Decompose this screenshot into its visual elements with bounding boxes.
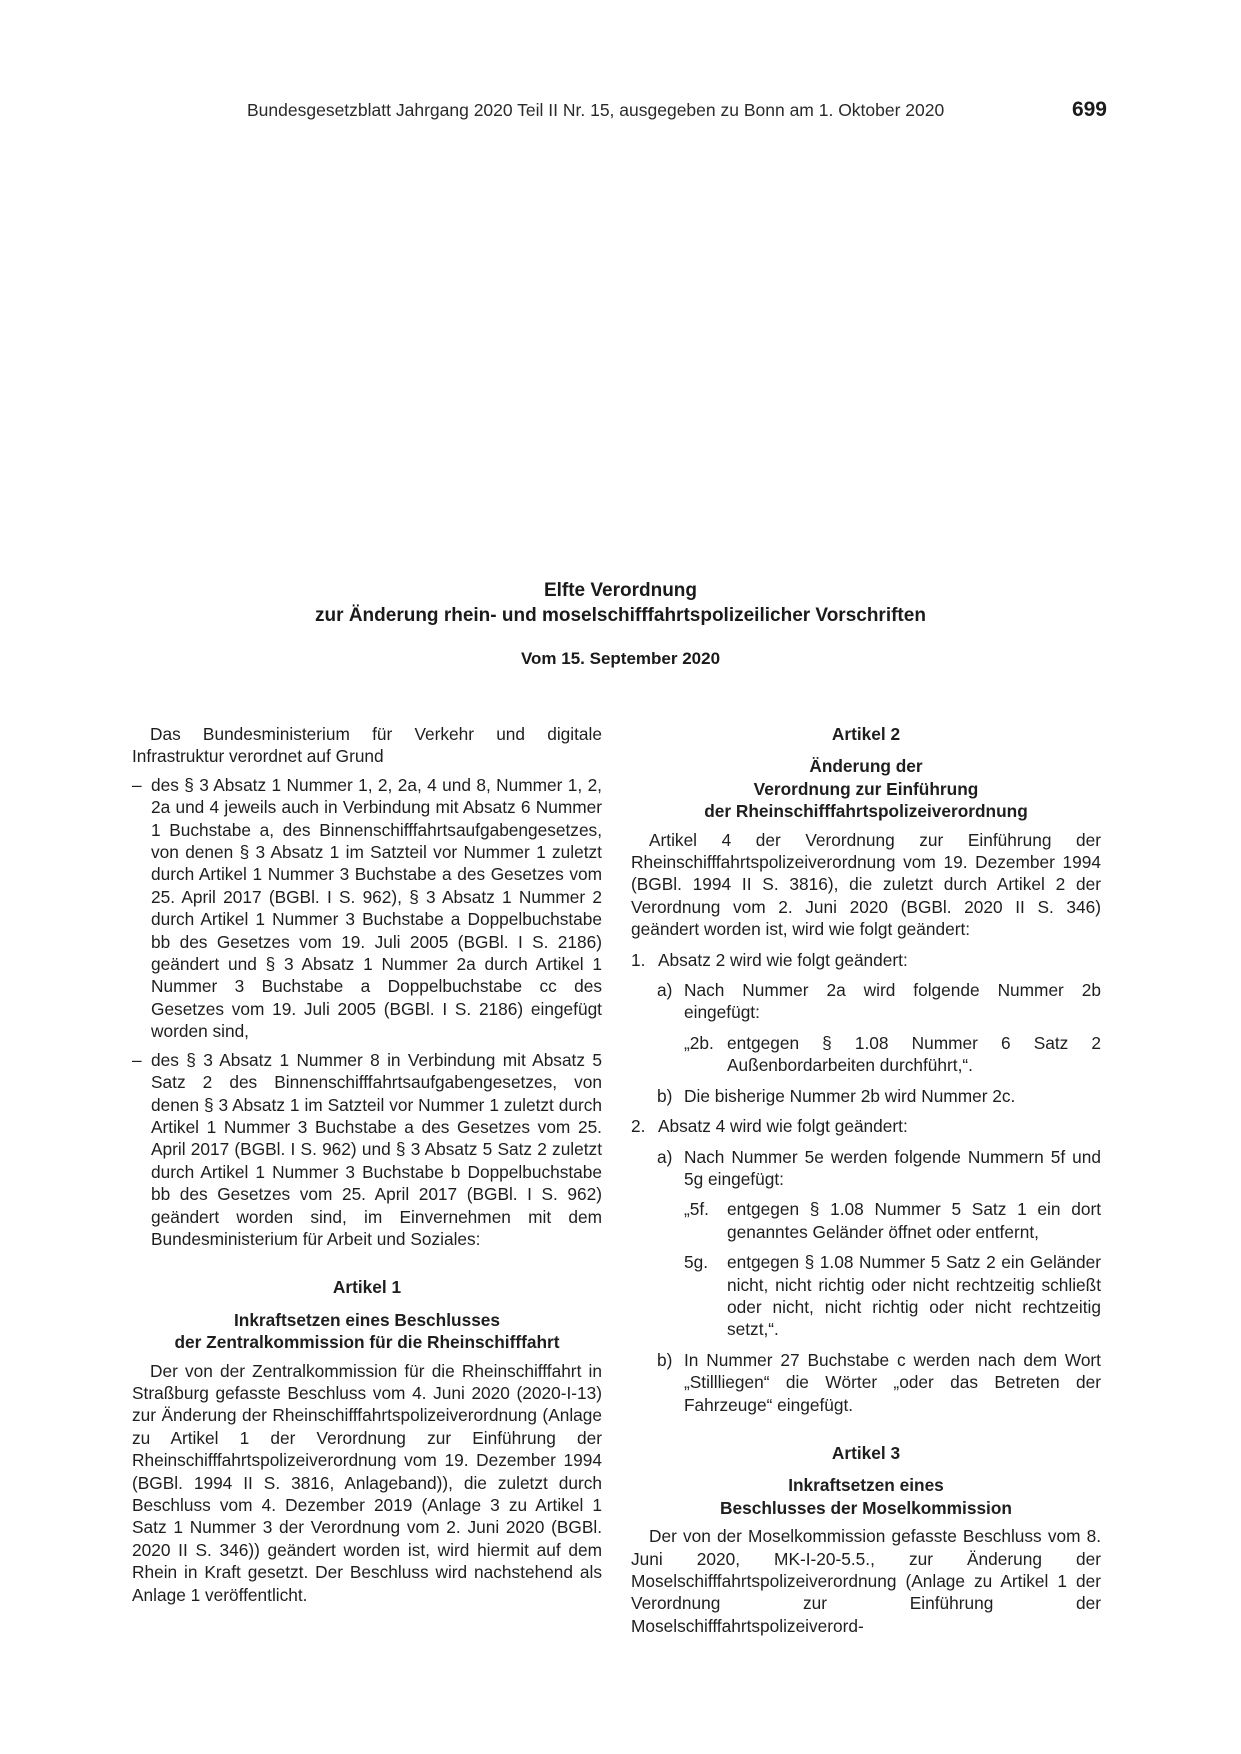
- quoted-number: „5f.: [684, 1199, 709, 1220]
- title-line-2: zur Änderung rhein- und moselschifffahrtspolizeilicher Vorschriften: [315, 605, 926, 626]
- article-2-body: Artikel 4 der Verordnung zur Einführung der Rheinschifffahrtspolizeiverordnung vom 19. Dezember 1994 (BGBl. 1994 II S. 3816), die zuletzt durch Artikel 2 der Verordnung vom 2. Juni 2020 (BGBl. 2020 II S. 346) geändert worden ist, wird wie folgt geändert:: [631, 829, 1101, 940]
- item-letter: a): [657, 980, 673, 1001]
- article-2-title: [631, 755, 1101, 822]
- list-item-text: In Nummer 27 Buchstabe c werden nach dem Wort „Stillliegen“ die Wörter „oder das Betreten der Fahrzeuge“ eingefügt.: [684, 1349, 1101, 1415]
- list-item-text: Die bisherige Nummer 2b wird Nummer 2c.: [684, 1085, 1016, 1106]
- article-2-heading: Artikel 2: [831, 724, 901, 744]
- list-item-text: des § 3 Absatz 1 Nummer 1, 2, 2a, 4 und 8, Nummer 1, 2, 2a und 4 jeweils auch in Verbindung mit Absatz 6 Nummer 1 Buchstabe a, des Binnenschifffahrtsaufgabengesetzes, von denen § 3 Absatz 1 im Satzteil vor Nummer 1 zuletzt durch Artikel 1 Nummer 3 Buchstabe a des Gesetzes vom 25. April 2017 (BGBl. I S. 962), § 3 Absatz 1 Nummer 2 durch Artikel 1 Nummer 3 Buchstabe a Doppelbuchstabe bb des Gesetzes vom 19. Juli 2005 (BGBl. I S. 2186) geändert und § 3 Absatz 1 Nummer 2a durch Artikel 1 Nummer 3 Buchstabe a Doppelbuchstabe cc des Gesetzes vom 19. Juli 2005 (BGBl. I S. 2186) eingefügt worden sind,: [151, 774, 602, 1042]
- list-item-text: Absatz 2 wird wie folgt geändert:: [658, 949, 908, 970]
- article-1-heading: Artikel 1: [332, 1277, 402, 1298]
- item-letter: b): [657, 1085, 673, 1106]
- list-item: [631, 1198, 1101, 1243]
- list-item-text: Nach Nummer 5e werden folgende Nummern 5f und 5g eingefügt:: [684, 1146, 1101, 1189]
- article-1-title-line: Inkraftsetzen eines Beschlusses: [233, 1309, 501, 1330]
- article-3-title: [631, 1474, 1101, 1519]
- list-item: [132, 1049, 602, 1251]
- list-item: [631, 979, 1101, 1024]
- list-item-text: des § 3 Absatz 1 Nummer 8 in Verbindung mit Absatz 5 Satz 2 des Binnenschifffahrtsaufgabengesetzes, von denen § 3 Absatz 1 im Satzteil vor Nummer 1 zuletzt durch Artikel 1 Nummer 3 Buchstabe a des Gesetzes vom 25. April 2017 (BGBl. I S. 962) und § 3 Absatz 5 Satz 2 zuletzt durch Artikel 1 Nummer 3 Buchstabe b Doppelbuchstabe bb des Gesetzes vom 25. April 2017 (BGBl. I S. 962) geändert worden sind, im Einvernehmen mit dem Bundesministerium für Arbeit und Soziales:: [151, 1049, 602, 1249]
- dash-mark: –: [132, 774, 142, 795]
- list-item: [631, 1085, 1101, 1107]
- document-title: [0, 578, 1241, 628]
- left-column: [132, 723, 602, 1606]
- item-letter: a): [657, 1146, 673, 1167]
- article-1-title: [132, 1309, 602, 1354]
- document-date: Vom 15. September 2020: [520, 649, 721, 668]
- running-header: [247, 100, 1107, 126]
- list-item: [631, 949, 1101, 971]
- list-item: [631, 1349, 1101, 1416]
- item-number: 2.: [631, 1116, 646, 1137]
- right-column: [631, 723, 1101, 1637]
- list-item-text: Nach Nummer 2a wird folgende Nummer 2b eingefügt:: [684, 980, 1101, 1023]
- quoted-number: „2b.: [684, 1032, 714, 1053]
- running-title: Bundesgesetzblatt Jahrgang 2020 Teil II Nr. 15, ausgegeben zu Bonn am 1. Oktober 2020: [247, 100, 945, 120]
- article-2-title-line: Verordnung zur Einführung: [753, 778, 979, 799]
- title-line-1: Elfte Verordnung: [543, 580, 698, 601]
- list-item: [132, 774, 602, 1043]
- list-item-text: entgegen § 1.08 Nummer 5 Satz 1 ein dort genanntes Geländer öffnet oder entfernt,: [727, 1199, 1101, 1242]
- article-1-body: Der von der Zentralkommission für die Rheinschifffahrt in Straßburg gefasste Beschluss vom 4. Juni 2020 (2020-I-13) zur Änderung der Rheinschifffahrtspolizeiverordnung (Anlage zu Artikel 1 der Verordnung zur Einführung der Rheinschifffahrtspolizeiverordnung vom 19. Dezember 1994 (BGBl. 1994 II S. 3816, Anlageband)), die zuletzt durch Beschluss vom 4. Dezember 2019 (Anlage 3 zu Artikel 1 Satz 1 Nummer 3 der Verordnung vom 2. Juni 2020 (BGBl. 2020 II S. 346)) geändert worden ist, wird hiermit auf dem Rhein in Kraft gesetzt. Der Beschluss wird nachstehend als Anlage 1 veröffentlicht.: [132, 1360, 602, 1605]
- item-letter: b): [657, 1349, 673, 1370]
- article-3-body: Der von der Moselkommission gefasste Beschluss vom 8. Juni 2020, MK-I-20-5.5., zur Änderung der Moselschifffahrtspolizeiverordnung (Anlage zu Artikel 1 der Verordnung zur Einführung der Moselschifffahrtspolizeiverord-: [631, 1526, 1101, 1636]
- article-2-title-line: der Rheinschifffahrtspolizeiverordnung: [704, 801, 1028, 822]
- article-3-title-line: Beschlusses der Moselkommission: [720, 1497, 1012, 1518]
- list-item: [631, 1032, 1101, 1077]
- list-item: [631, 1251, 1101, 1341]
- item-number: 1.: [631, 949, 646, 970]
- list-item-text: Absatz 4 wird wie folgt geändert:: [658, 1116, 908, 1137]
- article-1-title-line: der Zentralkommission für die Rheinschifffahrt: [174, 1332, 560, 1353]
- intro-paragraph: Das Bundesministerium für Verkehr und digitale Infrastruktur verordnet auf Grund: [132, 724, 602, 767]
- article-2-title-line: Änderung der: [809, 756, 923, 777]
- article-3-heading: Artikel 3: [831, 1442, 901, 1463]
- list-item-text: entgegen § 1.08 Nummer 5 Satz 2 ein Geländer nicht, nicht richtig oder nicht rechtzeitig schließt oder nicht, nicht richtig oder nicht rechtzeitig setzt,“.: [727, 1252, 1101, 1340]
- page-number: 699: [1071, 98, 1107, 121]
- article-3-title-line: Inkraftsetzen eines: [788, 1475, 944, 1496]
- list-item-text: entgegen § 1.08 Nummer 6 Satz 2 Außenbordarbeiten durchführt,“.: [727, 1032, 1101, 1076]
- list-item: [631, 1146, 1101, 1191]
- dash-mark: –: [132, 1049, 142, 1070]
- quoted-number: 5g.: [684, 1252, 709, 1273]
- list-item: [631, 1115, 1101, 1137]
